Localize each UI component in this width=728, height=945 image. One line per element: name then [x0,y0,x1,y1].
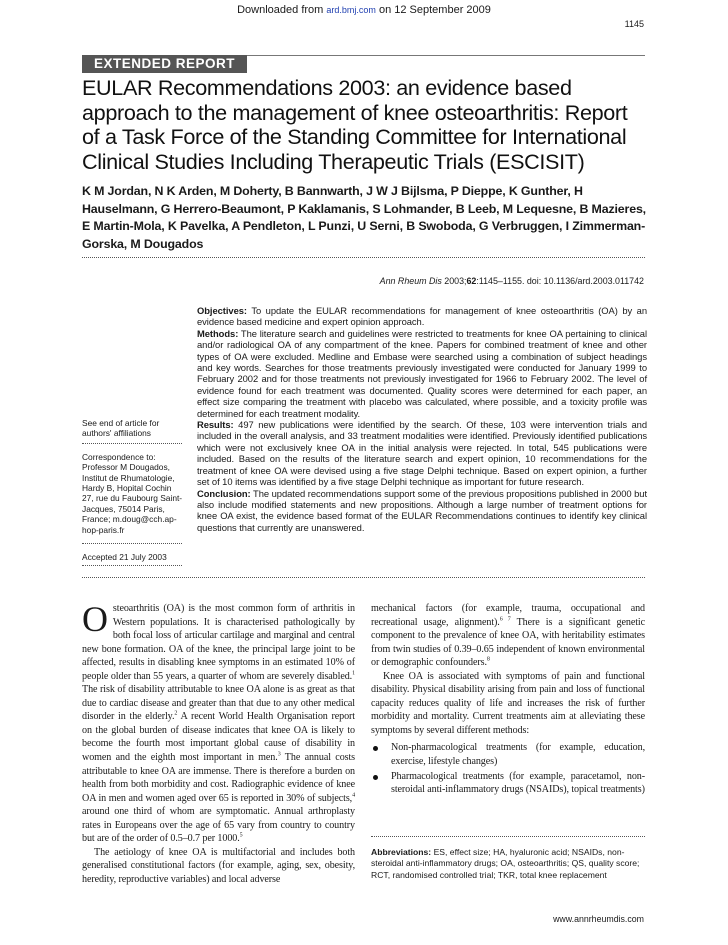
body-text: There is a significant genetic component to the prevalence of knee OA, with heritability estimates from twin studies of 0.39–0.65 independent of known environmental or demographic confounders. [371,616,645,669]
results-label: Results: [197,419,234,431]
reference[interactable]: 3 [277,751,281,758]
download-prefix: Downloaded from [237,4,324,16]
results-text: 497 new publications were identified by the search. Of these, 103 were intervention trials and included in the overall analysis, and 33 treatment modalities were identified. Previously identified publications which were not exclusively knee OA in the initial analysis were rejected. In total, 545 publications were included. Based on the results of the literature search and expert opinion, 10 recommendations for the treatment of knee OA were devised using a five stage Delphi technique. Based on expert opinion, a further set of 10 items was identified by a five stage Delphi technique as important for future research. [197,419,647,488]
body-text: A recent World Health Organisation report on the global burden of disease indicates that knee OA is likely to become the fourth most important global cause of disability in women and the eighth most important in men. [82,711,355,764]
reference[interactable]: 4 [352,792,355,799]
body-column-left [82,599,355,886]
download-site-link[interactable]: ard.bmj.com [326,5,376,15]
citation [380,276,644,286]
accepted-date: Accepted 21 July 2003 [82,552,167,563]
abstract-conclusion [197,488,647,534]
author-list: K M Jordan, N K Arden, M Doherty, B Bannwarth, J W J Bijlsma, P Dieppe, K Gunther, H Hauselmann, G Herrero-Beaumont, P Kaklamanis, S Lohmander, B Leeb, M Lequesne, B Mazieres, E Martin-Mola, K Pavelka, A Pendleton, L Punzi, U Serni, B Swoboda, G Verbruggen, I Zimmerman-Gorska, M Dougados [82,184,646,251]
abbreviations-divider [371,836,645,837]
affiliations-note: See end of article for authors' affiliations [82,418,160,439]
citation-volume: 62 [466,276,477,286]
abbreviations [371,847,645,881]
bullet-icon [373,775,378,780]
abstract-results [197,419,647,487]
list-item-text: Non-pharmacological treatments (for example, education, exercise, lifestyle changes) [391,742,645,768]
citation-pages-doi: :1145–1155. doi: 10.1136/ard.2003.011742 [476,276,644,286]
page-number: 1145 [624,19,644,29]
download-date: on 12 September 2009 [378,4,491,16]
abstract-methods [197,328,647,419]
objectives-label: Objectives: [197,305,247,316]
reference[interactable]: 2 [174,711,178,718]
list-item-text: Pharmacological treatments (for example, paracetamol, non-steroidal anti-inflammatory drugs (NSAIDs), topical treatments) [391,770,645,796]
list-item [371,770,645,797]
reference[interactable]: 5 [239,832,243,839]
body-text: The annual costs attributable to knee OA are immense. There is therefore a burden on health from both morbidity and cost. Radiographic evidence of knee OA in men and women aged over 65 is reported in 30% of subjects, [82,752,355,804]
abstract [197,305,647,533]
body-text: The risk of disability attributable to knee OA alone is as great as that due to cardiac disease and greater than that due to any other medical disorder in the elderly. [82,684,355,723]
body-column-right [371,602,645,798]
methods-text: The literature search and guidelines were restricted to treatments for knee OA pertaining to clinical and/or radiological OA of any compartment of the knee. Papers for combined treatment of knee and other types of OA were excluded. Medline and Embase were searched using a combination of subject headings and key words. Searches for those treatments previously investigated were conducted for January 1999 to February 2002 and for those treatments not previously investigated for 1966 to February 2002. The level of evidence found for each treatment was documented. Quality scores were determined for each paper, an effect size comparing the treatment with placebo was calculated, where possible, and a toxicity profile was determined for each treatment modality. [197,327,648,419]
body-paragraph [82,599,355,846]
abbreviations-label: Abbreviations: [371,847,432,857]
reference[interactable]: 1 [352,670,355,677]
conclusion-text: The updated recommendations support some of the previous propositions published in 2000 but also include modified statements and new propositions. Although a large number of treatment options for knee OA exist, the evidence based format of the EULAR Recommendations continues to identify key clinical questions that currently are unanswered. [197,487,647,533]
header-divider [82,257,645,258]
abbreviations-text: ES, effect size; HA, hyaluronic acid; NSAIDs, non-steroidal anti-inflammatory drugs; OA, osteoarthritis; QS, quality score; RCT, randomised controlled trial; TKR, total knee replacement [371,847,640,880]
article-title: EULAR Recommendations 2003: an evidence based approach to the management of knee osteoarthritis: Report of a Task Force of the Standing Committee for International Clinical Studies Including Therapeutic Trials (ESCISIT) [82,75,628,174]
reference[interactable]: 6 7 [499,616,511,623]
bullet-icon [373,746,378,751]
body-paragraph: Knee OA is associated with symptoms of pain and functional disability. Physical disability arising from pain and loss of functional capacity reduces quality of life and increases the risk of further morbidity and mortality. Current treatments aim at alleviating these symptoms by several different methods: [371,670,645,736]
conclusion-label: Conclusion: [197,487,251,499]
citation-journal: Ann Rheum Dis [379,276,442,286]
sidebar-divider [82,543,182,544]
sidebar-divider [82,443,182,444]
correspondence: Correspondence to: Professor M Dougados, Institut de Rhumatologie, Hardy B, Hopital Cochin 27, rue du Faubourg Saint-Jacques, 75014 Paris, France; m.doug@cch.ap-hop-paris.fr [82,451,183,535]
section-label: EXTENDED REPORT [82,55,247,73]
body-text: mechanical factors (for example, trauma, occupational and recreational usage, alignment). [371,603,645,628]
body-text: around one third of whom are symptomatic. Annual arthroplasty rates in Europeans over the age of 65 vary from country to country but are of the order of 0.5–0.7 per 1000. [82,806,355,845]
objectives-text: To update the EULAR recommendations for management of knee osteoarthritis (OA) by an evidence based medicine and expert opinion approach. [197,305,647,328]
body-paragraph [371,602,645,670]
sidebar-divider [82,565,182,566]
abstract-objectives [197,305,647,328]
body-paragraph: The aetiology of knee OA is multifactorial and includes both generalised constitutional factors (for example, aging, sex, obesity, heredity, reproductive variables) and local adverse [82,846,355,885]
abstract-divider [82,577,645,578]
footer-url[interactable]: www.annrheumdis.com [553,914,644,924]
drop-cap: O [82,599,108,639]
treatment-list [371,741,645,796]
download-notice [0,4,728,16]
article-sidebar [82,418,184,574]
list-item [371,741,645,768]
methods-label: Methods: [197,327,239,339]
body-text: steoarthritis (OA) is the most common form of arthritis in Western populations. It is characterised pathologically by both focal loss of articular cartilage and marginal and central new bone formation. OA of the knee, the principal large joint to be affected, results in disabling knee symptoms in an estimated 10% of people older than 55 years, a quarter of whom are severely disabled. [82,603,355,682]
citation-year: 2003; [444,276,467,286]
reference[interactable]: 8 [486,656,490,663]
